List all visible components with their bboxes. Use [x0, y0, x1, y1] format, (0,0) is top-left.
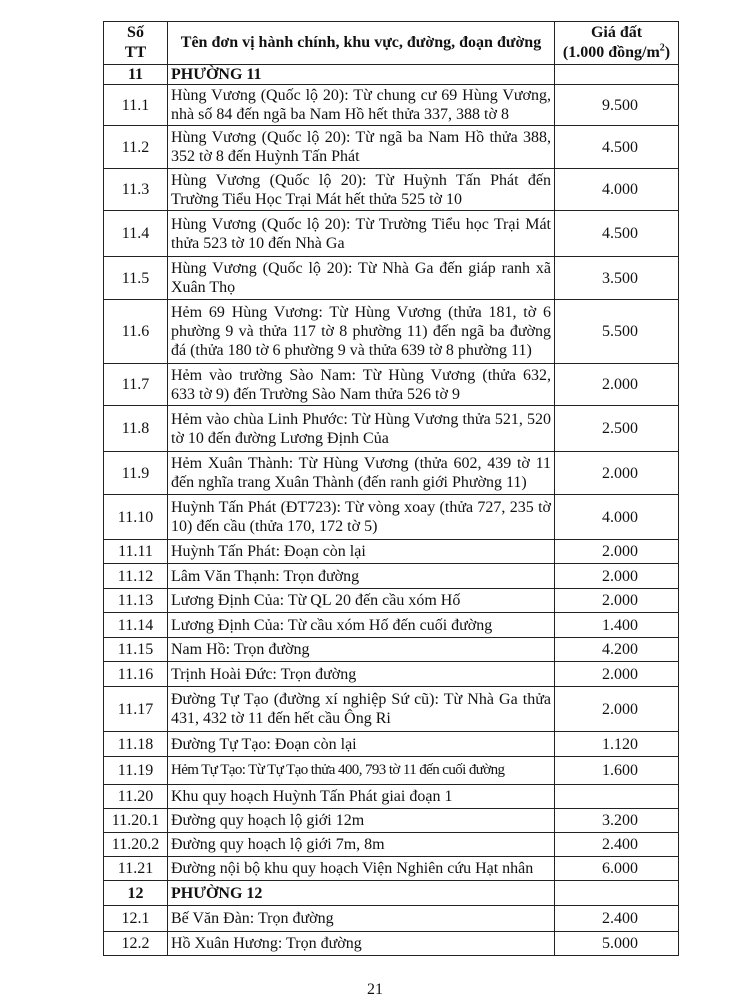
land-price-table [103, 21, 679, 956]
table-row [104, 687, 679, 732]
table-row [104, 564, 679, 589]
cell-serial-number: 11.7 [104, 364, 168, 406]
table-row [104, 809, 679, 833]
table-row [104, 257, 679, 300]
header-location-name: Tên đơn vị hành chính, khu vực, đường, đoạn đường [168, 22, 555, 65]
table-row [104, 126, 679, 169]
cell-location-name: Huỳnh Tấn Phát: Đoạn còn lại [168, 540, 555, 564]
cell-land-price: 9.500 [555, 85, 679, 126]
cell-serial-number: 11.4 [104, 211, 168, 257]
table-row [104, 452, 679, 495]
cell-land-price: 2.000 [555, 452, 679, 495]
table-row [104, 757, 679, 785]
header-serial-number [104, 22, 168, 65]
table-row [104, 732, 679, 757]
cell-land-price [555, 881, 679, 906]
table-row [104, 613, 679, 638]
cell-location-name: Hùng Vương (Quốc lộ 20): Từ Trường Tiểu học Trại Mát thửa 523 tờ 10 đến Nhà Ga [168, 211, 555, 257]
cell-location-name: Đường quy hoạch lộ giới 12m [168, 809, 555, 833]
cell-serial-number: 11.14 [104, 613, 168, 638]
cell-location-name: PHƯỜNG 11 [168, 65, 555, 85]
cell-serial-number: 11 [104, 65, 168, 85]
table-row [104, 833, 679, 857]
cell-land-price: 1.120 [555, 732, 679, 757]
cell-serial-number: 11.10 [104, 495, 168, 540]
cell-land-price: 2.000 [555, 564, 679, 589]
cell-location-name: Hùng Vương (Quốc lộ 20): Từ ngã ba Nam Hồ thửa 388, 352 tờ 8 đến Huỳnh Tấn Phát [168, 126, 555, 169]
cell-location-name: Đường Tự Tạo (đường xí nghiệp Sứ cũ): Từ Nhà Ga thửa 431, 432 tờ 11 đến hết cầu Ông Ri [168, 687, 555, 732]
table-row [104, 85, 679, 126]
cell-land-price [555, 65, 679, 85]
cell-serial-number: 11.18 [104, 732, 168, 757]
cell-land-price: 4.200 [555, 638, 679, 662]
cell-location-name: Lương Định Của: Từ cầu xóm Hố đến cuối đường [168, 613, 555, 638]
table-row [104, 169, 679, 211]
cell-serial-number: 11.15 [104, 638, 168, 662]
cell-land-price [555, 785, 679, 809]
cell-land-price: 2.400 [555, 906, 679, 932]
cell-serial-number: 11.17 [104, 687, 168, 732]
cell-location-name: Hẻm vào trường Sào Nam: Từ Hùng Vương (thửa 632, 633 tờ 9) đến Trường Sào Nam thửa 526 tờ 9 [168, 364, 555, 406]
cell-land-price: 2.500 [555, 406, 679, 452]
cell-location-name: Khu quy hoạch Huỳnh Tấn Phát giai đoạn 1 [168, 785, 555, 809]
page-number: 21 [367, 981, 383, 998]
cell-serial-number: 11.12 [104, 564, 168, 589]
cell-land-price: 5.000 [555, 932, 679, 956]
section-row [104, 65, 679, 85]
cell-land-price: 2.400 [555, 833, 679, 857]
cell-location-name: Lâm Văn Thạnh: Trọn đường [168, 564, 555, 589]
cell-land-price: 3.500 [555, 257, 679, 300]
table-row [104, 638, 679, 662]
cell-serial-number: 11.2 [104, 126, 168, 169]
header-serial-line1: Số [127, 24, 144, 41]
section-row [104, 881, 679, 906]
cell-location-name: Hẻm vào chùa Linh Phước: Từ Hùng Vương thửa 521, 520 tờ 10 đến đường Lương Định Của [168, 406, 555, 452]
header-serial-line2: TT [124, 44, 147, 61]
cell-land-price: 6.000 [555, 857, 679, 881]
cell-land-price: 4.000 [555, 169, 679, 211]
cell-land-price: 4.500 [555, 126, 679, 169]
cell-location-name: PHƯỜNG 12 [168, 881, 555, 906]
table-row [104, 406, 679, 452]
table-row [104, 540, 679, 564]
cell-serial-number: 12 [104, 881, 168, 906]
cell-serial-number: 11.1 [104, 85, 168, 126]
cell-serial-number: 11.8 [104, 406, 168, 452]
cell-land-price: 2.000 [555, 662, 679, 687]
cell-location-name: Hẻm Xuân Thành: Từ Hùng Vương (thửa 602, 439 tờ 11 đến nghĩa trang Xuân Thành (đến ranh giới Phường 11) [168, 452, 555, 495]
cell-serial-number: 11.3 [104, 169, 168, 211]
cell-location-name: Hẻm Tự Tạo: Từ Tự Tạo thửa 400, 793 tờ 11 đến cuối đường [168, 757, 555, 785]
cell-serial-number: 12.2 [104, 932, 168, 956]
cell-location-name: Đường quy hoạch lộ giới 7m, 8m [168, 833, 555, 857]
cell-land-price: 2.000 [555, 540, 679, 564]
table-row [104, 589, 679, 613]
cell-serial-number: 11.20.1 [104, 809, 168, 833]
cell-serial-number: 11.5 [104, 257, 168, 300]
table-body [104, 65, 679, 956]
cell-location-name: Đường nội bộ khu quy hoạch Viện Nghiên cứu Hạt nhân [168, 857, 555, 881]
cell-location-name: Hùng Vương (Quốc lộ 20): Từ chung cư 69 Hùng Vương, nhà số 84 đến ngã ba Nam Hồ hết thửa 337, 388 tờ 8 [168, 85, 555, 126]
table-row [104, 495, 679, 540]
cell-location-name: Nam Hồ: Trọn đường [168, 638, 555, 662]
cell-serial-number: 11.11 [104, 540, 168, 564]
table-row [104, 785, 679, 809]
cell-land-price: 4.500 [555, 211, 679, 257]
cell-location-name: Huỳnh Tấn Phát (ĐT723): Từ vòng xoay (thửa 727, 235 tờ 10) đến cầu (thửa 170, 172 tờ 5) [168, 495, 555, 540]
cell-land-price: 2.000 [555, 589, 679, 613]
cell-land-price: 4.000 [555, 495, 679, 540]
table-row [104, 211, 679, 257]
cell-serial-number: 11.6 [104, 300, 168, 364]
cell-land-price: 2.000 [555, 364, 679, 406]
cell-serial-number: 12.1 [104, 906, 168, 932]
header-price-line2: (1.000 đồng/$m^2$) [562, 42, 671, 61]
cell-serial-number: 11.20 [104, 785, 168, 809]
table-row [104, 300, 679, 364]
cell-location-name: Lương Định Của: Từ QL 20 đến cầu xóm Hố [168, 589, 555, 613]
header-price-line1: Giá đất [590, 24, 643, 41]
cell-land-price: 2.000 [555, 687, 679, 732]
cell-serial-number: 11.19 [104, 757, 168, 785]
cell-location-name: Đường Tự Tạo: Đoạn còn lại [168, 732, 555, 757]
cell-land-price: 3.200 [555, 809, 679, 833]
cell-location-name: Bế Văn Đàn: Trọn đường [168, 906, 555, 932]
cell-location-name: Hùng Vương (Quốc lộ 20): Từ Huỳnh Tấn Phát đến Trường Tiểu Học Trại Mát hết thửa 525 tờ 10 [168, 169, 555, 211]
cell-land-price: 5.500 [555, 300, 679, 364]
table-row [104, 857, 679, 881]
table-row [104, 662, 679, 687]
cell-serial-number: 11.13 [104, 589, 168, 613]
table-row [104, 906, 679, 932]
cell-land-price: 1.400 [555, 613, 679, 638]
cell-land-price: 1.600 [555, 757, 679, 785]
table-row [104, 932, 679, 956]
header-land-price [555, 22, 679, 65]
table-row [104, 364, 679, 406]
cell-location-name: Hẻm 69 Hùng Vương: Từ Hùng Vương (thửa 181, tờ 6 phường 9 và thửa 117 tờ 8 phường 11) đến ngã ba đường đá (thửa 180 tờ 6 phường 9 và thửa 639 tờ 8 phường 11) [168, 300, 555, 364]
cell-serial-number: 11.21 [104, 857, 168, 881]
cell-serial-number: 11.9 [104, 452, 168, 495]
cell-serial-number: 11.20.2 [104, 833, 168, 857]
cell-location-name: Hồ Xuân Hương: Trọn đường [168, 932, 555, 956]
table-header-row [104, 22, 679, 65]
cell-location-name: Hùng Vương (Quốc lộ 20): Từ Nhà Ga đến giáp ranh xã Xuân Thọ [168, 257, 555, 300]
cell-serial-number: 11.16 [104, 662, 168, 687]
cell-location-name: Trịnh Hoài Đức: Trọn đường [168, 662, 555, 687]
